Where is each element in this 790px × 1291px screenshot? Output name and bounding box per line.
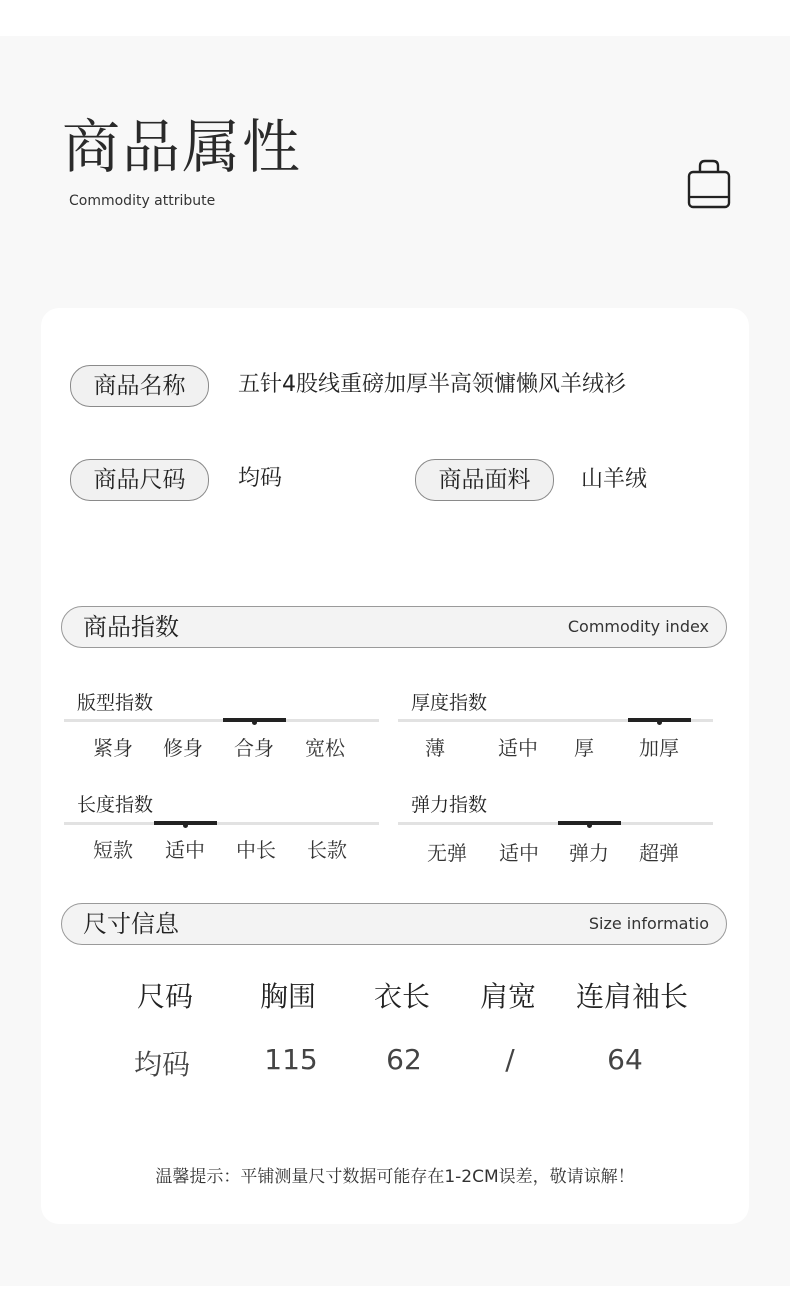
index-selected-marker — [154, 821, 217, 825]
index-option: 长款 — [307, 838, 347, 862]
commodity-index-title-en: Commodity index — [567, 617, 709, 636]
index-option: 无弹 — [427, 841, 467, 865]
product-name-label: 商品名称 — [70, 365, 209, 407]
size-table-header: 连肩袖长 — [575, 980, 688, 1013]
index-option: 短款 — [93, 838, 133, 862]
index-option: 弹力 — [569, 841, 609, 865]
product-size-value: 均码 — [238, 466, 283, 491]
size-table-cell: 64 — [607, 1043, 643, 1076]
commodity-index-header — [61, 606, 727, 648]
size-table-cell: / — [505, 1043, 515, 1076]
size-table-header: 肩宽 — [479, 980, 536, 1013]
size-table-header: 胸围 — [259, 980, 316, 1013]
size-info-header — [61, 903, 727, 945]
index-option: 紧身 — [93, 736, 133, 760]
size-table-cell: 62 — [386, 1043, 422, 1076]
index-option: 宽松 — [305, 736, 345, 760]
index-selected-marker — [558, 821, 621, 825]
index-label: 弹力指数 — [411, 794, 488, 816]
size-table-cell: 均码 — [133, 1048, 190, 1081]
index-option: 加厚 — [639, 736, 679, 760]
index-option: 厚 — [574, 736, 594, 760]
product-fabric-value: 山羊绒 — [581, 467, 648, 492]
index-option: 中长 — [236, 838, 276, 862]
index-option: 超弹 — [639, 841, 679, 865]
index-track — [398, 822, 713, 825]
index-label: 厚度指数 — [411, 692, 488, 714]
size-table-header: 尺码 — [136, 980, 193, 1013]
index-option: 适中 — [498, 736, 538, 760]
attribute-card — [41, 308, 749, 1224]
page-title: 商品属性 — [62, 113, 303, 181]
index-option: 适中 — [165, 838, 205, 862]
product-size-label: 商品尺码 — [70, 459, 209, 501]
index-selected-marker — [628, 718, 691, 722]
index-track — [64, 822, 379, 825]
commodity-index-title: 商品指数 — [83, 613, 179, 641]
index-label: 长度指数 — [77, 794, 154, 816]
product-name-value: 五针4股线重磅加厚半高领慵懒风羊绒衫 — [238, 372, 626, 397]
index-label: 版型指数 — [77, 692, 154, 714]
shopping-bag-icon — [686, 158, 732, 210]
index-option: 合身 — [234, 736, 274, 760]
size-table-header: 衣长 — [373, 980, 430, 1013]
index-track — [64, 719, 379, 722]
page-subtitle: Commodity attribute — [69, 193, 216, 209]
size-table-cell: 115 — [264, 1043, 318, 1076]
index-option: 修身 — [163, 736, 203, 760]
size-info-title: 尺寸信息 — [83, 910, 179, 938]
index-option: 适中 — [499, 841, 539, 865]
index-selected-marker — [223, 718, 286, 722]
measurement-note: 温馨提示：平铺测量尺寸数据可能存在1-2CM误差，敬请谅解！ — [155, 1167, 635, 1187]
index-option: 薄 — [425, 736, 445, 760]
size-info-title-en: Size informatio — [588, 914, 709, 933]
product-fabric-label: 商品面料 — [415, 459, 554, 501]
